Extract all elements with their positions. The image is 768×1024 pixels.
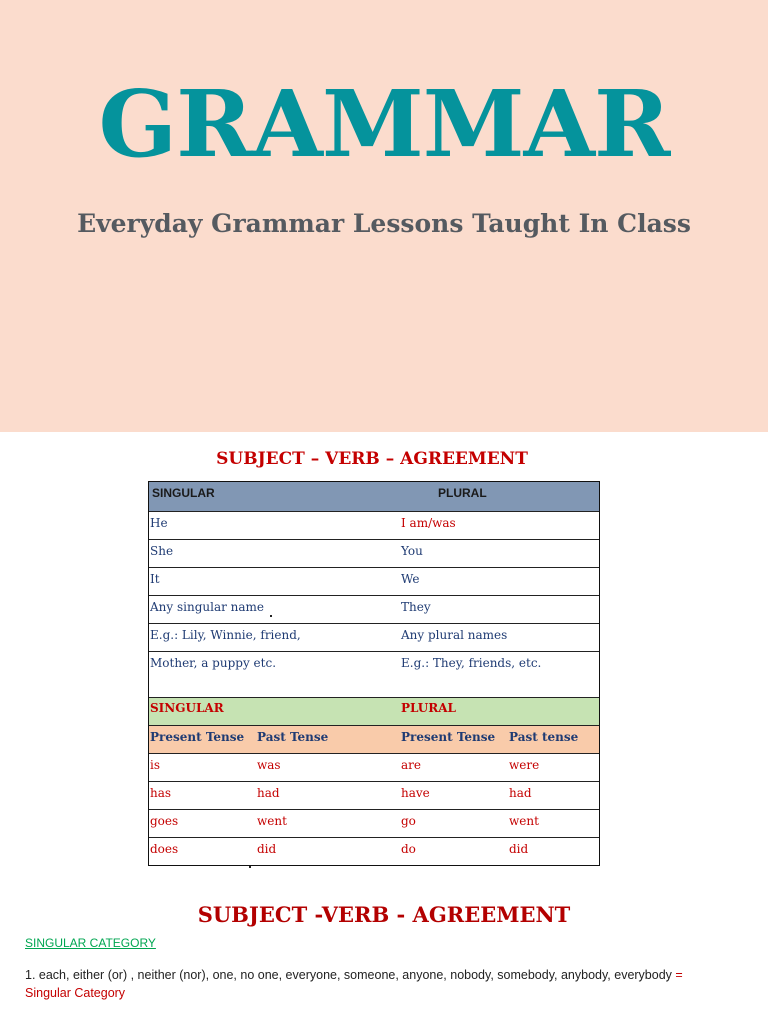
plural-cell: I am/was xyxy=(401,516,456,530)
verb-cell: went xyxy=(509,814,539,828)
group-singular: SINGULAR xyxy=(150,701,224,715)
singular-cell: She xyxy=(150,544,174,558)
plural-cell: They xyxy=(401,600,431,614)
section-title-agreement-2: SUBJECT -VERB - AGREEMENT xyxy=(197,902,571,927)
equals-sign: = xyxy=(671,968,683,982)
table-row xyxy=(149,837,599,865)
verb-cell: do xyxy=(401,842,416,856)
tense-label: Present Tense xyxy=(150,730,245,744)
singular-cell: He xyxy=(150,516,168,530)
pronoun-table-header xyxy=(149,482,599,511)
category-item-text: 1. each, either (or) , neither (nor), one, no one, everyone, someone, anyone, nobody, somebody, anybody, everybody xyxy=(25,968,672,982)
verb-cell: have xyxy=(401,786,430,800)
singular-cell: E.g.: Lily, Winnie, friend, xyxy=(150,628,301,642)
category-result: Singular Category xyxy=(25,986,126,1000)
singular-cell: Any singular name xyxy=(150,600,265,614)
verb-cell: go xyxy=(401,814,416,828)
tense-label: Past tense xyxy=(509,730,579,744)
singular-cell: Mother, a puppy etc. xyxy=(150,656,277,670)
verb-cell: are xyxy=(401,758,421,772)
verb-cell: was xyxy=(257,758,281,772)
tense-label: Present Tense xyxy=(401,730,496,744)
table-row xyxy=(149,753,599,781)
table-row xyxy=(149,623,599,651)
table-row xyxy=(149,511,599,539)
table-row xyxy=(149,651,599,697)
plural-cell: E.g.: They, friends, etc. xyxy=(401,656,542,670)
tense-label: Past Tense xyxy=(257,730,329,744)
plural-cell: Any plural names xyxy=(401,628,508,642)
table-row xyxy=(149,781,599,809)
tense-header xyxy=(149,725,599,753)
verb-cell: had xyxy=(257,786,280,800)
plural-cell: We xyxy=(401,572,420,586)
singular-cell: It xyxy=(150,572,160,586)
verb-group-header xyxy=(149,697,599,725)
stray-dot xyxy=(270,615,272,617)
stray-dot xyxy=(249,866,251,868)
singular-category-link[interactable]: SINGULAR CATEGORY xyxy=(25,936,156,950)
verb-cell: did xyxy=(257,842,277,856)
category-item-1 xyxy=(25,966,750,1002)
verb-cell: goes xyxy=(150,814,179,828)
verb-table xyxy=(148,697,600,866)
page-title: GRAMMAR xyxy=(98,70,670,178)
verb-cell: is xyxy=(150,758,160,772)
header-plural: PLURAL xyxy=(438,486,487,500)
verb-cell: went xyxy=(257,814,287,828)
verb-cell: had xyxy=(509,786,532,800)
verb-cell: has xyxy=(150,786,172,800)
table-row xyxy=(149,809,599,837)
table-row xyxy=(149,567,599,595)
group-plural: PLURAL xyxy=(401,701,456,715)
section-title-agreement: SUBJECT – VERB – AGREEMENT xyxy=(216,449,528,469)
header-singular: SINGULAR xyxy=(152,486,215,500)
page-subtitle: Everyday Grammar Lessons Taught In Class xyxy=(77,209,691,238)
verb-cell: were xyxy=(509,758,540,772)
plural-cell: You xyxy=(401,544,423,558)
verb-cell: does xyxy=(150,842,179,856)
hero-banner xyxy=(0,0,768,432)
table-row xyxy=(149,595,599,623)
verb-cell: did xyxy=(509,842,529,856)
pronoun-table xyxy=(148,481,600,698)
table-row xyxy=(149,539,599,567)
